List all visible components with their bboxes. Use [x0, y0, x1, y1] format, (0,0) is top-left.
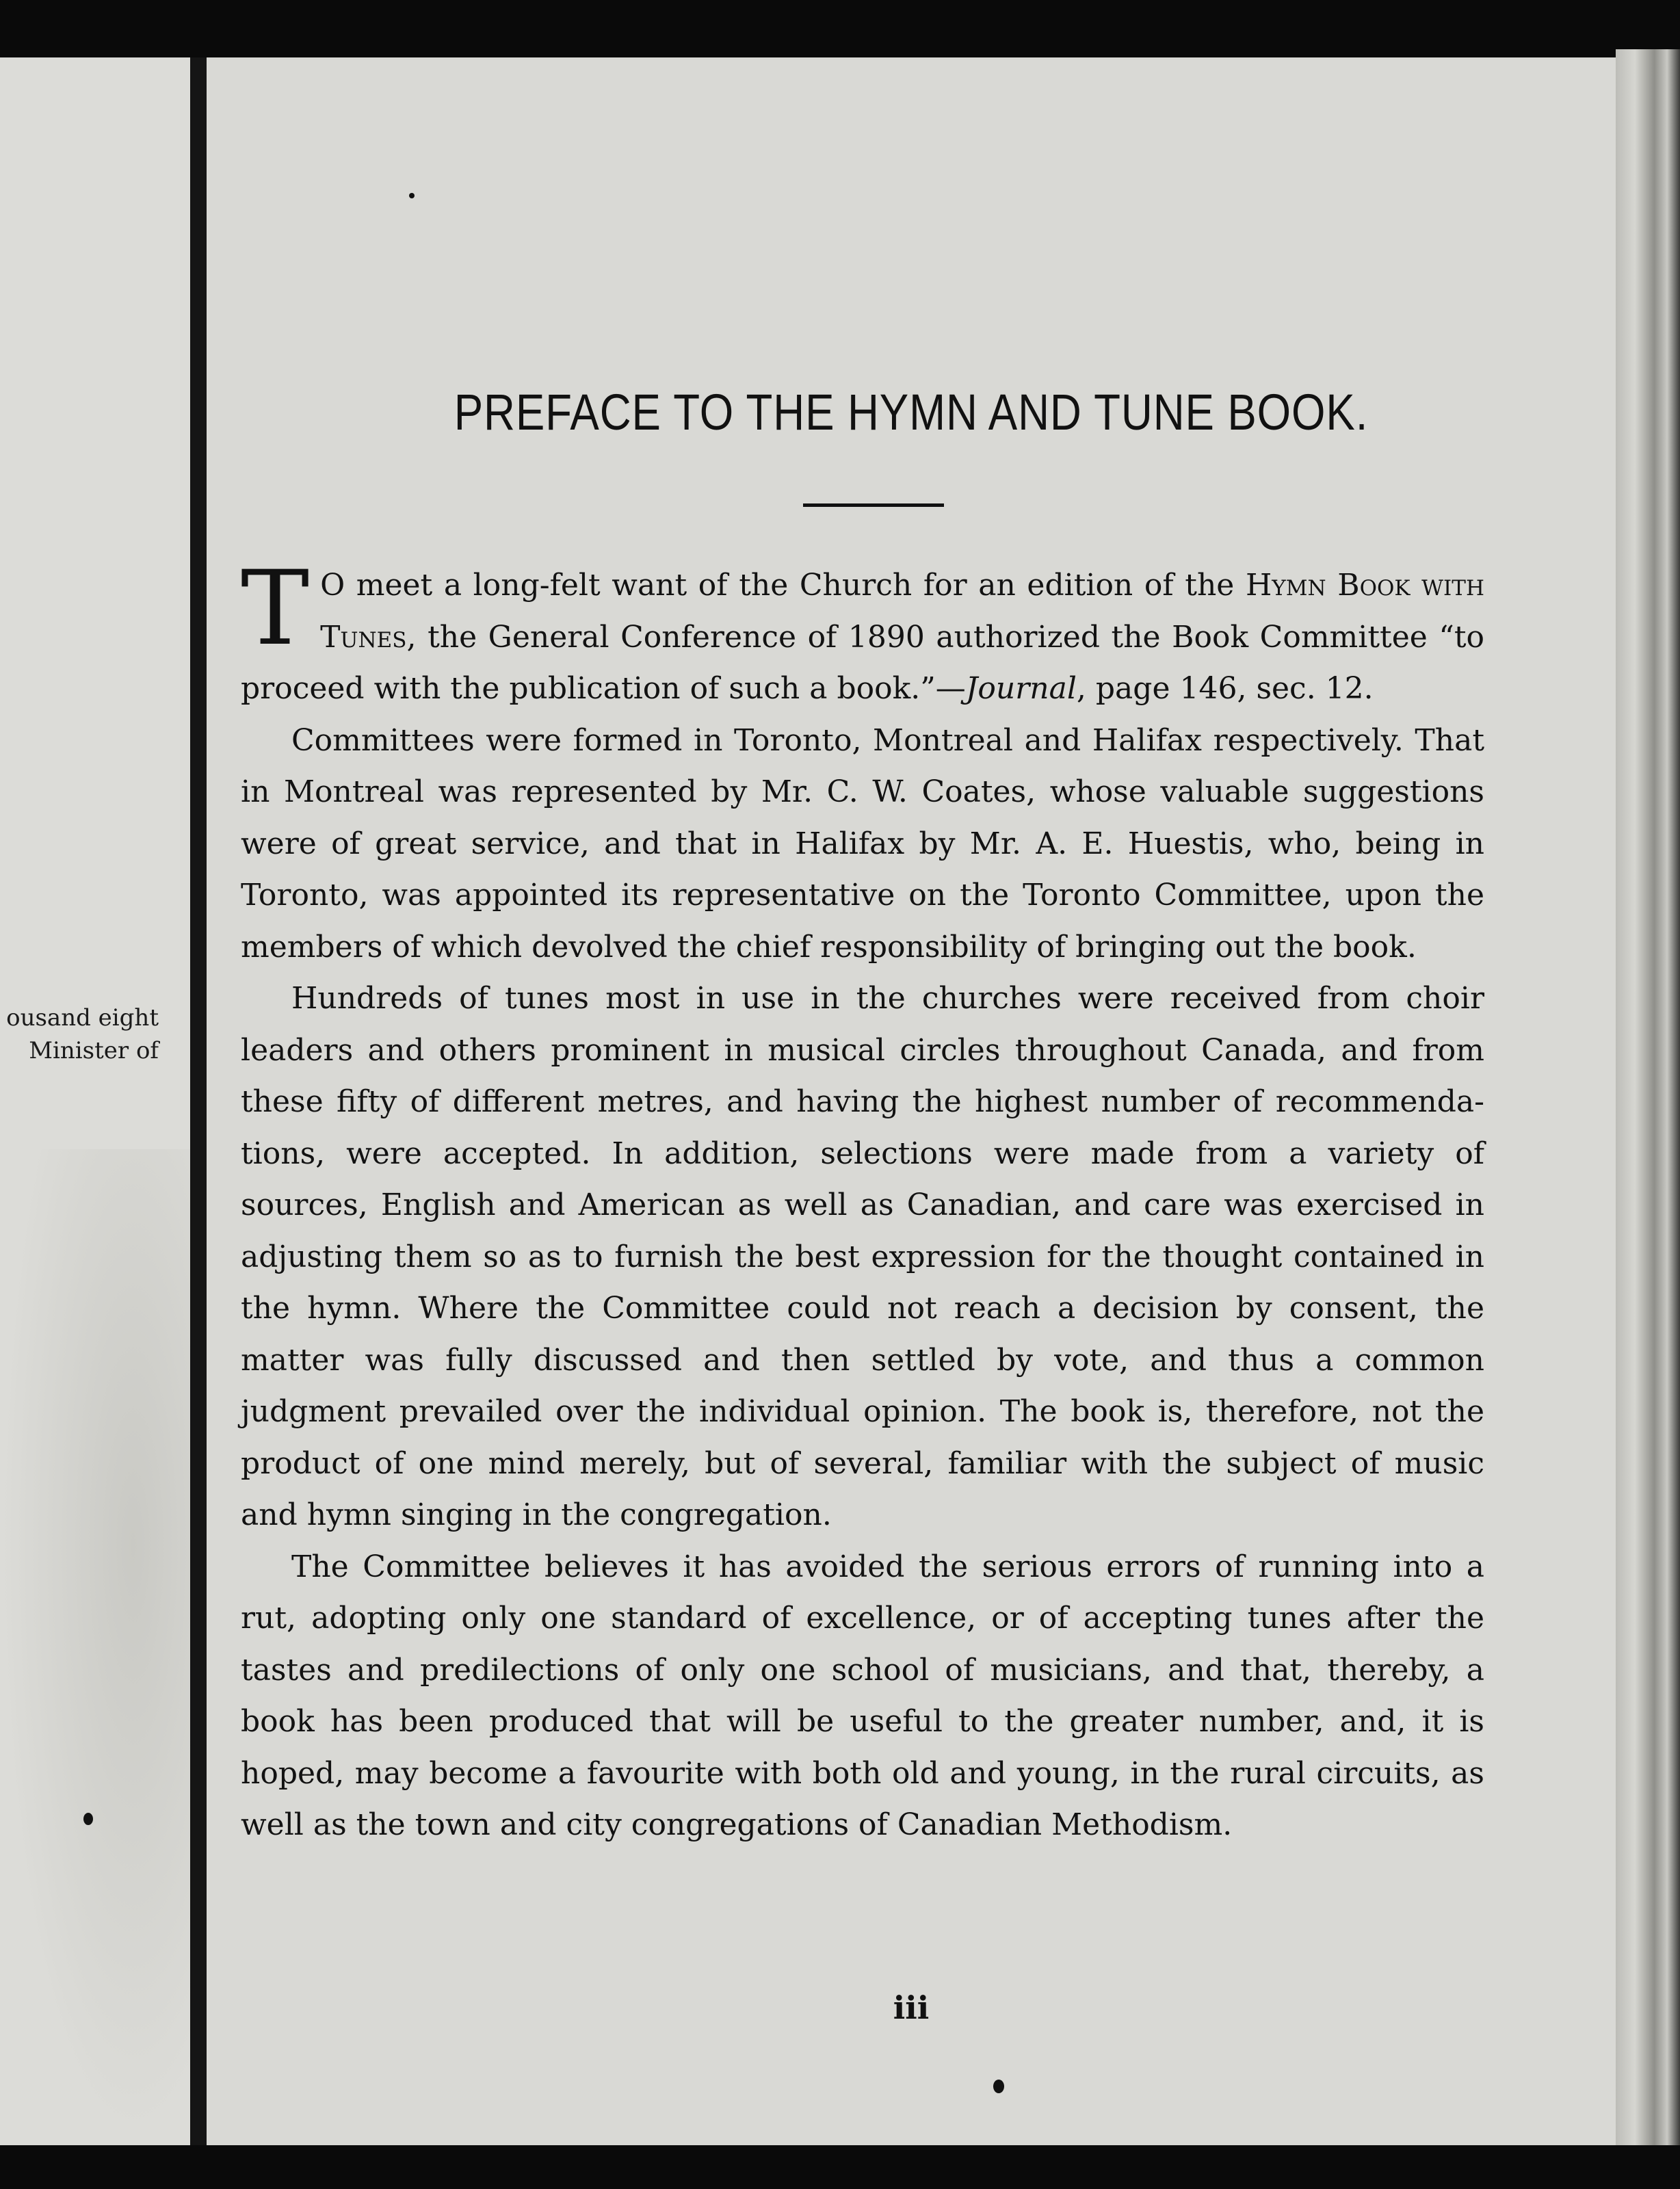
paragraph-1-text-end: , page 146, sec. 12. — [1076, 671, 1374, 706]
paragraph-4: The Committee believes it has avoided the serious errors of running into a rut, adopting only one standard of excellence, or of accepting tunes after the tastes and predilections of only one school of musicians, and that, thereby, a book has been produced that will be useful to the greater number, and, it is hoped, may become a favourite with both old and young, in the rural circuits, as well as the town and city congregations of Canadian Methodism. — [241, 1549, 1484, 1842]
left-page-text-line: ousand eight — [6, 1004, 159, 1032]
page-edge — [1616, 49, 1680, 2145]
paragraph-2: Committees were formed in Toronto, Montreal and Halifax respectively. That in Montreal was represented by Mr. C. W. Coates, whose valuable suggestions were of great service, and that in Halifax by Mr. A. E. Huestis, who, being in Toronto, was appointed its representative on the Toronto Committee, upon the members of which devolved the chief responsibility of bringing out the book. — [241, 722, 1484, 965]
book-name-smallcaps: Hymn Book with Tunes — [320, 568, 1484, 655]
paragraph-1-text: O meet a long-felt want of the Church for an edition of the — [320, 568, 1246, 603]
title-rule — [803, 503, 944, 507]
drop-cap: T — [241, 549, 310, 668]
paragraph-1-text-cont: , the General Conference of 1890 authorized the Book Committee “to proceed with the publication of such a book.”— — [241, 619, 1484, 706]
paragraph-1 — [241, 549, 1484, 715]
ink-speck — [83, 1813, 93, 1825]
paragraph-3: Hundreds of tunes most in use in the churches were received from choir leaders and others prominent in musical circles throughout Canada, and from these fifty of different metres, and having the highest number of recommendations, were accepted. In addition, selections were made from a variety of sources, English and American as well as Canadian, and care was exercised in adjusting them so as to furnish the best expression for the thought contained in the hymn. Where the Committee could not reach a decision by consent, the matter was fully discussed and then settled by vote, and thus a common judgment prevailed over the individual opinion. The book is, therefore, not the product of one mind merely, but of several, familiar with the subject of music and hymn singing in the congregation. — [241, 981, 1484, 1532]
page-number: iii — [893, 1989, 930, 2026]
page-title: PREFACE TO THE HYMN AND TUNE BOOK. — [454, 384, 1369, 441]
left-page-text-line: Minister of — [29, 1037, 159, 1064]
book-gutter — [190, 57, 207, 2145]
ink-speck — [409, 193, 415, 198]
preface-body — [241, 549, 1484, 1851]
water-stain — [0, 1149, 190, 2141]
journal-citation: Journal — [965, 671, 1077, 706]
ink-speck — [993, 2080, 1004, 2093]
